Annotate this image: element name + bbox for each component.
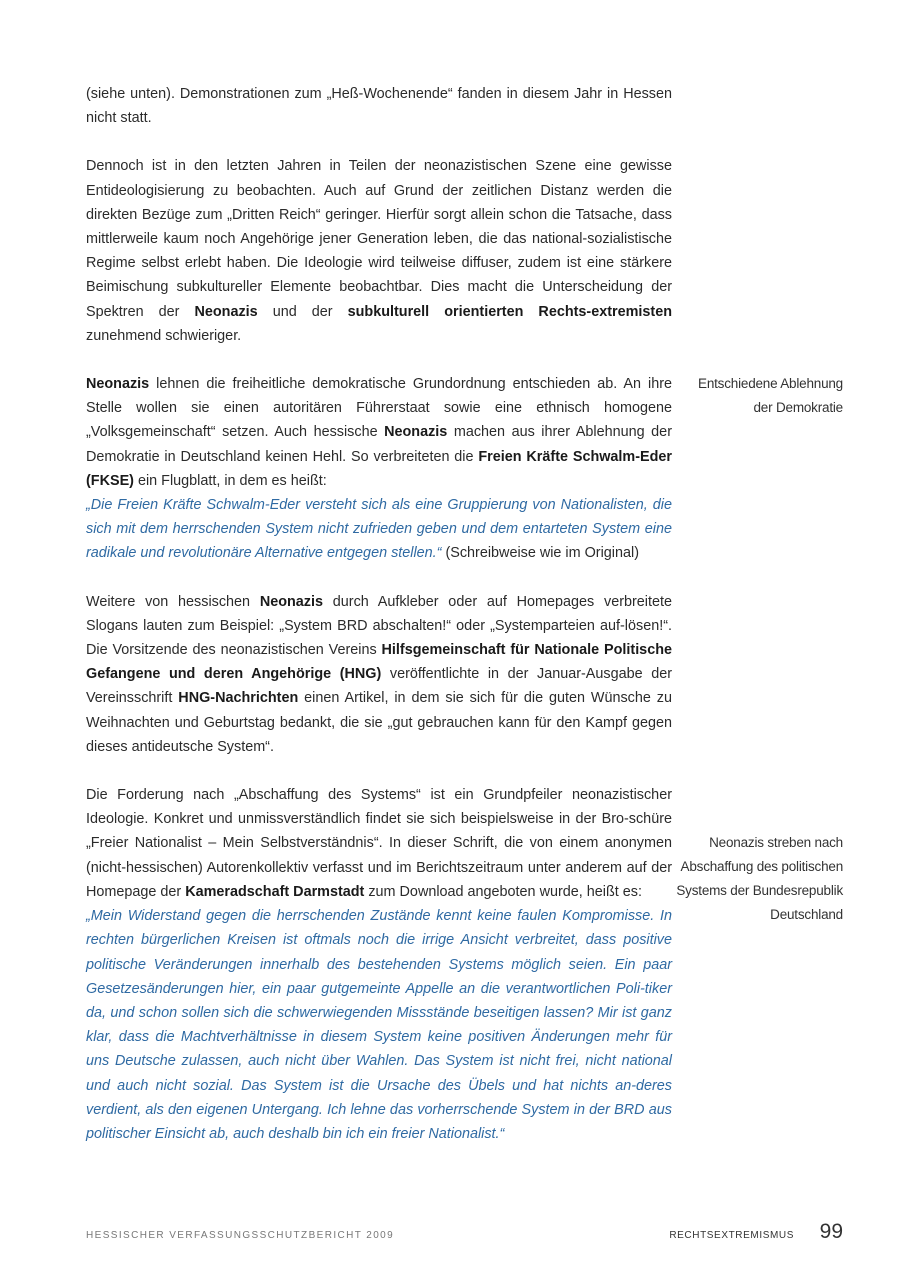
- margin-note-line: der Demokratie: [753, 400, 843, 415]
- term-neonazis: Neonazis: [259, 593, 324, 610]
- footer-publication: HESSISCHER VERFASSUNGSSCHUTZBERICHT 2009: [86, 1230, 395, 1241]
- footer-section: RECHTSEXTREMISMUS: [669, 1230, 794, 1241]
- paragraph-2-text-1: Dennoch ist in den letzten Jahren in Teilen der neonazistischen Szene eine gewisse Entideologisierung zu beobachten. Auch auf Grund der zeitlichen Distanz werden die direkten Bezüge zum „Dritten Reich“ geringer. Hierfür sorgt allein schon die Tatsache, dass mittlerweile kaum noch Angehörige jener Generation leben, die das national-sozialistische Regime selbst erlebt haben. Die Ideologie wird teilweise diffuser, zudem ist eine stärkere Beimischung subkultureller Elemente beobachtbar. Dies macht die Unterscheidung der Spektren der: [86, 158, 672, 320]
- margin-note-line: Neonazis streben nach: [709, 835, 843, 850]
- paragraph-2-text-2: und der: [257, 303, 348, 320]
- paragraph-3: [86, 372, 672, 566]
- paragraph-3-text-3: ein Flugblatt, in dem es heißt:: [133, 472, 327, 489]
- paragraph-3-text-2: machen aus ihrer Ablehnung der Demokratie in Deutschland keinen Hehl. So verbreiteten die: [86, 424, 672, 465]
- margin-note-line: Entschiedene Ablehnung: [698, 376, 843, 391]
- page-number: 99: [819, 1220, 843, 1243]
- term-subkulturell-rechtsextremisten: subkulturell orientierten Rechts-extremisten: [347, 303, 672, 320]
- paragraph-2: [86, 154, 672, 348]
- quote-fkse-text: „Die Freien Kräfte Schwalm-Eder versteht sich als eine Gruppierung von Nationalisten, die sich mit dem herrschenden System nicht zufrieden geben und dem entarteten System eine radikale und revolutionäre Alternative entgegen stellen.“: [86, 497, 672, 562]
- paragraph-4-text-4: einen Artikel, in dem sie sich für die guten Wünsche zu Weihnachten und Geburtstag bedankt, die sie „gut gebrauchen kann für den Kampf gegen dieses antideutsche System“.: [86, 690, 672, 755]
- margin-note-line: Deutschland: [770, 907, 843, 922]
- term-neonazis: Neonazis: [384, 424, 448, 441]
- paragraph-2-text-3: zunehmend schwieriger.: [86, 327, 242, 344]
- term-hng-nachrichten: HNG-Nachrichten: [178, 690, 299, 707]
- quote-fkse-note: (Schreibweise wie im Original): [441, 545, 639, 562]
- term-fkse: Freien Kräfte Schwalm-Eder (FKSE): [86, 448, 673, 489]
- paragraph-4-text-1: Weitere von hessischen: [86, 593, 260, 610]
- paragraph-4: [86, 590, 672, 759]
- paragraph-4-text-3: veröffentlichte in der Januar-Ausgabe der Vereinsschrift: [86, 666, 672, 707]
- paragraph-5-text-2: zum Download angeboten wurde, heißt es:: [364, 883, 642, 900]
- term-neonazis: Neonazis: [86, 376, 150, 393]
- paragraph-4-text-2: durch Aufkleber oder auf Homepages verbreitete Slogans lauten zum Beispiel: „System BRD abschalten!“ oder „Systemparteien auf-lösen!“. Die Vorsitzende des neonazistischen Vereins: [86, 593, 672, 659]
- paragraph-5: [86, 783, 672, 1146]
- margin-note-ablehnung: [673, 372, 843, 420]
- quote-freier-nationalist: „Mein Widerstand gegen die herrschenden Zustände kennt keine faulen Kompromisse. In rechten bürgerlichen Kreisen ist oftmals noch die irrige Ansicht verbreitet, dass positive politische Veränderungen innerhalb des bestehenden Systems möglich seien. Ein paar Gesetzesänderungen hier, ein paar gutgemeinte Appelle an die verantwortlichen Poli-tiker da, und schon sollen sich die schwerwiegenden Missstände beseitigen lassen? Mir ist ganz klar, dass die Machtverhältnisse in diesem System keine positiven Änderungen mehr für uns Deutsche zulassen, auch nicht über Wahlen. Das System ist nicht frei, nicht national und auch nicht sozial. Das System ist die Ursache des Übels und hat nichts an-deres verdient, als den eigenen Untergang. Ich lehne das vorherrschende System in der BRD aus politischer Einsicht ab, auch deshalb bin ich ein freier Nationalist.“: [86, 908, 672, 1142]
- margin-note-line: Abschaffung des politischen: [680, 859, 843, 874]
- term-kameradschaft-darmstadt: Kameradschaft Darmstadt: [185, 883, 365, 900]
- margin-note-abschaffung: [673, 831, 843, 927]
- quote-fkse: [86, 493, 672, 566]
- paragraph-3-text-1: lehnen die freiheitliche demokratische Grundordnung entschieden ab. An ihre Stelle wollen sie einen autoritären Führerstaat sowie eine ethnisch homogene „Volksgemeinschaft“ setzen. Auch hessische: [86, 376, 672, 441]
- term-hng: Hilfsgemeinschaft für Nationale Politische Gefangene und deren Angehörige (HNG): [86, 642, 672, 683]
- margin-note-line: Systems der Bundesrepublik: [676, 883, 843, 898]
- term-neonazis: Neonazis: [194, 303, 258, 320]
- paragraph-5-text-1: Die Forderung nach „Abschaffung des Systems“ ist ein Grundpfeiler neonazistischer Ideologie. Konkret und unmissverständlich findet sie sich beispielsweise in der Bro-schüre „Freier Nationalist – Mein Selbstverständnis“. In dieser Schrift, die von einem anonymen (nicht-hessischen) Autorenkollektiv verfasst und im Berichtszeitraum unter anderem auf der Homepage der: [86, 787, 672, 900]
- paragraph-1: (siehe unten). Demonstrationen zum „Heß-Wochenende“ fanden in diesem Jahr in Hessen nicht statt.: [86, 86, 672, 127]
- body-text: [86, 82, 672, 1170]
